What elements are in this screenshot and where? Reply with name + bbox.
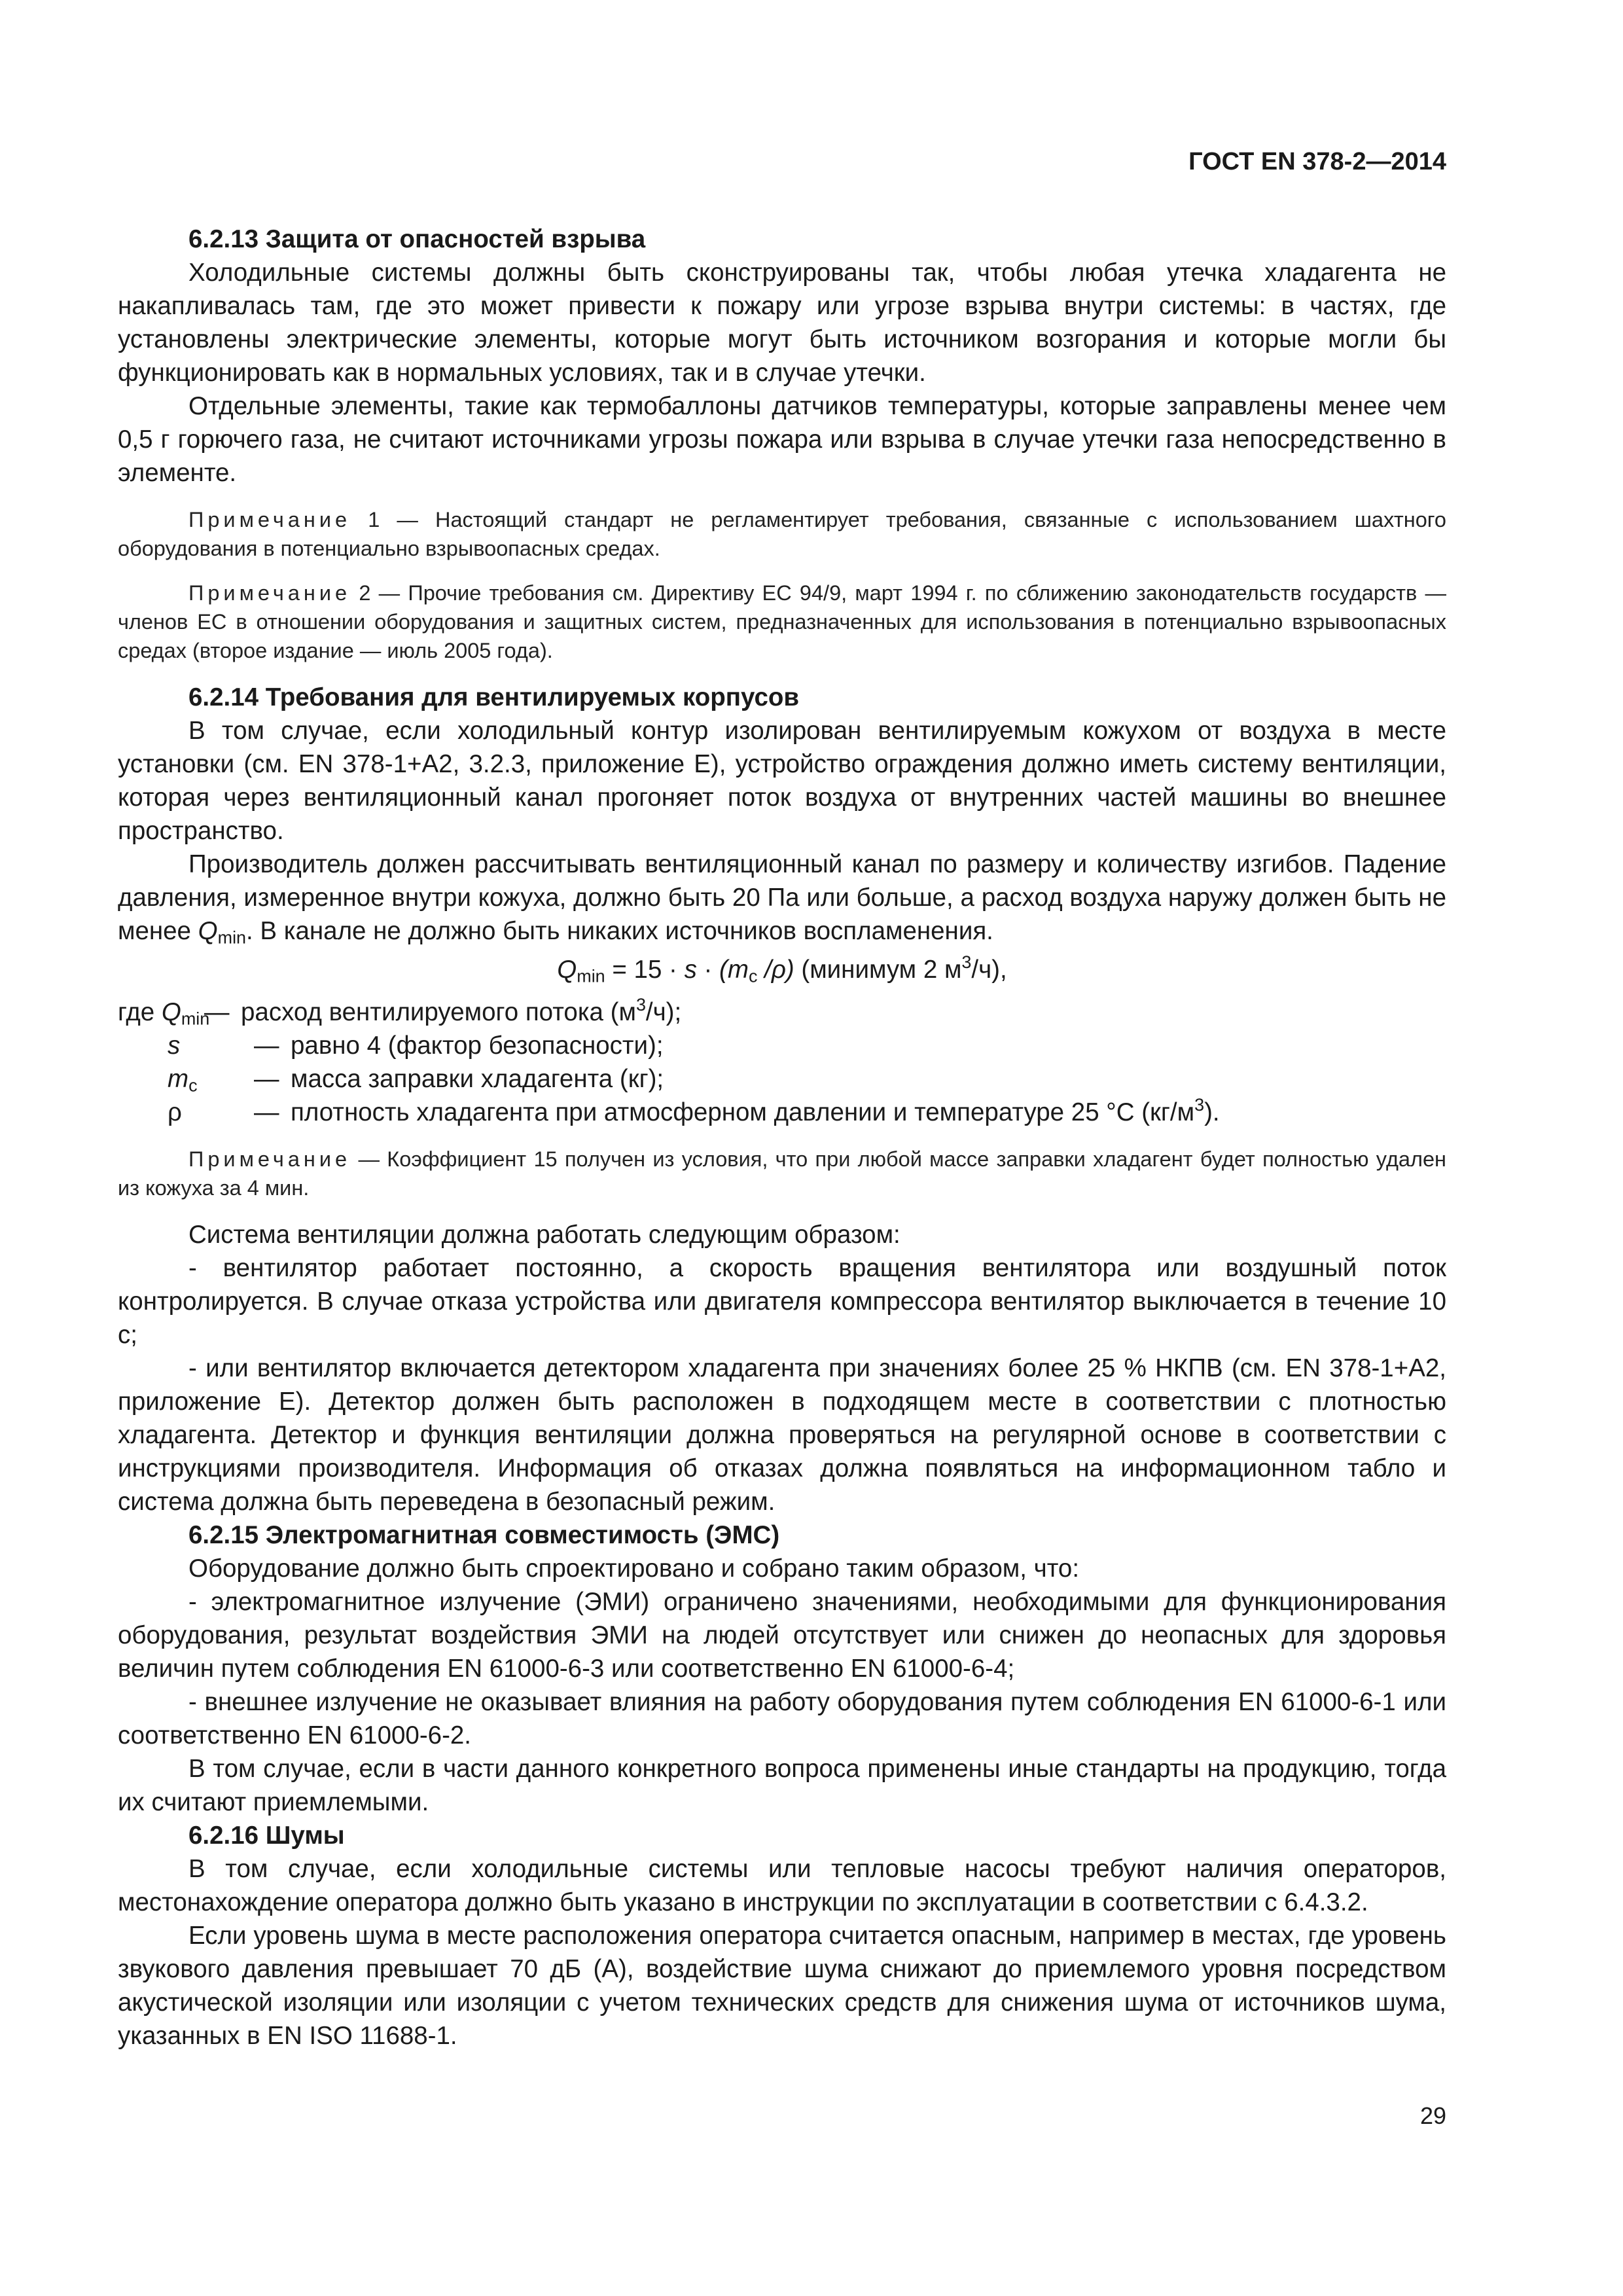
paragraph: Система вентиляции должна работать следующим образом: [188, 1221, 901, 1249]
superscript: 3 [961, 952, 972, 973]
legend-row [118, 1062, 1446, 1096]
legend-text: масса заправки хладагента (кг); [291, 1065, 664, 1093]
text-run: (минимум 2 м [794, 956, 962, 984]
legend-row [118, 1029, 1446, 1062]
document-id-header: ГОСТ EN 378-2—2014 [1188, 148, 1446, 175]
subscript: min [577, 966, 605, 986]
symbol-s: s [684, 956, 697, 984]
note-1 [118, 505, 1446, 563]
subscript: min [217, 927, 247, 948]
paragraph: Отдельные элементы, такие как термобаллоны датчиков температуры, которые заправлены менее чем 0,5 г горючего газа, не считают источниками угрозы пожара или взрыва в случае утечки газа непосредственно в элементе. [118, 392, 1446, 487]
note-text: — Коэффициент 15 получен из условия, что при любой массе заправки хладагент будет полностью удален из кожуха за 4 мин. [118, 1147, 1446, 1200]
legend-dash: — [204, 998, 230, 1026]
section-heading-6-2-13: 6.2.13 Защита от опасностей взрыва [188, 225, 646, 253]
paragraph: Холодильные системы должны быть сконструированы так, чтобы любая утечка хладагента не накапливалась там, где это может привести к пожару или угрозе взрыва внутри системы: в частях, где установлены электрические элементы, которые могут быть источником возгорания и которые могли бы функционировать как в нормальных условиях, так и в случае утечки. [118, 259, 1446, 387]
note-text: 2 — Прочие требования см. Директиву ЕС 94/9, март 1994 г. по сближению законодательств государств — членов ЕС в отношении оборудования и защитных систем, предназначенных для использования в потенциально взрывоопасных средах (второе издание — июль 2005 года). [118, 581, 1446, 662]
where-word: где [118, 998, 162, 1026]
section-heading-6-2-16: 6.2.16 Шумы [188, 1821, 345, 1850]
note-label: Примечание [188, 1147, 351, 1171]
symbol-q: Q [557, 956, 577, 984]
symbol-q: Q [198, 917, 218, 945]
symbol-rho: /ρ) [757, 956, 794, 984]
legend-symbol [118, 996, 210, 1029]
legend-dash: — [254, 1065, 279, 1093]
note-label: Примечание [188, 508, 351, 531]
note-2 [118, 579, 1446, 665]
superscript: 3 [635, 995, 646, 1015]
paragraph: Если уровень шума в месте расположения оператора считается опасным, например в местах, где уровень звукового давления превышает 70 дБ (А), воздействие шума снижают до приемлемого уровня посредством акустической изоляции или изоляции с учетом технических средств для снижения шума от источников шума, указанных в EN ISO 11688-1. [118, 1922, 1446, 2050]
subscript: min [181, 1009, 210, 1029]
legend-text: равно 4 (фактор безопасности); [291, 1031, 664, 1060]
symbol-rho: ρ [168, 1098, 182, 1126]
page-number: 29 [1419, 2102, 1446, 2129]
formula-qmin [118, 953, 1446, 986]
symbol-m: m [168, 1065, 189, 1093]
subscript: с [188, 1075, 198, 1096]
text-run: ). [1204, 1098, 1220, 1126]
text-run: /ч), [971, 956, 1007, 984]
note-label: Примечание [188, 581, 351, 605]
formula-legend [118, 996, 1446, 1129]
legend-text [291, 1096, 1446, 1129]
list-item: - внешнее излучение не оказывает влияния на работу оборудования путем соблюдения EN 61000-6-1 или соответственно EN 61000-6-2. [118, 1688, 1446, 1749]
text-run: расход вентилируемого потока (м [241, 998, 636, 1026]
text-run: . В канале не должно быть никаких источников воспламенения. [246, 917, 993, 945]
symbol-q: Q [161, 998, 181, 1026]
list-item: - электромагнитное излучение (ЭМИ) ограничено значениями, необходимыми для функционирования оборудования, результат воздействия ЭМИ на людей отсутствует или снижен до неопасных для здоровья величин путем соблюдения EN 61000-6-3 или соответственно EN 61000-6-4; [118, 1588, 1446, 1683]
text-run: Производитель должен рассчитывать вентиляционный канал по размеру и количеству изгибов. Падение давления, измеренное внутри кожуха, должно быть 20 Па или больше, а расход воздуха наружу должен быть не менее [118, 850, 1446, 945]
paragraph: В том случае, если в части данного конкретного вопроса применены иные стандарты на продукцию, тогда их считают приемлемыми. [118, 1755, 1446, 1816]
document-body [118, 223, 1446, 2053]
paragraph: В том случае, если холодильный контур изолирован вентилируемым кожухом от воздуха в месте установки (см. EN 378-1+A2, 3.2.3, приложение Е), устройство ограждения должно иметь систему вентиляции, которая через вентиляционный канал прогоняет поток воздуха от внутренних частей машины во внешнее пространство. [118, 717, 1446, 845]
section-heading-6-2-15: 6.2.15 Электромагнитная совместимость (ЭМС) [188, 1521, 780, 1549]
text-run: /ч); [645, 998, 682, 1026]
paragraph: В том случае, если холодильные системы или тепловые насосы требуют наличия операторов, местонахождение оператора должно быть указано в инструкции по эксплуатации в соответствии с 6.4.3.2. [118, 1855, 1446, 1916]
list-item: - или вентилятор включается детектором хладагента при значениях более 25 % НКПВ (см. EN 378-1+A2, приложение Е). Детектор должен быть расположен в подходящем месте в соответствии с плотностью хладагента. Детектор и функция вентиляции должна проверяться на регулярной основе в соответствии с инструкциями производителя. Информация об отказах должна появляться на информационном табло и система должна быть переведена в безопасный режим. [118, 1354, 1446, 1516]
text-run: = 15 · [605, 956, 685, 984]
legend-dash: — [254, 1098, 279, 1126]
legend-symbol [118, 1029, 254, 1062]
symbol-s: s [168, 1031, 181, 1060]
paragraph: Оборудование должно быть спроектировано и собрано таким образом, что: [188, 1554, 1080, 1583]
legend-row [118, 1096, 1446, 1129]
superscript: 3 [1194, 1095, 1205, 1115]
note-text: 1 — Настоящий стандарт не регламентирует требования, связанные с использованием шахтного оборудования в потенциально взрывоопасных средах. [118, 508, 1446, 560]
legend-symbol [118, 1096, 254, 1129]
list-item: - вентилятор работает постоянно, а скорость вращения вентилятора или воздушный поток контролируется. В случае отказа устройства или двигателя компрессора вентилятор выключается в течение 10 с; [118, 1254, 1446, 1349]
text-run: · [696, 956, 720, 984]
note [118, 1145, 1446, 1202]
paragraph [118, 848, 1446, 948]
legend-text [241, 996, 1446, 1029]
symbol-m: (m [719, 956, 749, 984]
subscript: c [748, 966, 758, 986]
text-run: плотность хладагента при атмосферном давлении и температуре 25 °С (кг/м [291, 1098, 1195, 1126]
legend-symbol [118, 1062, 254, 1096]
section-heading-6-2-14: 6.2.14 Требования для вентилируемых корпусов [188, 683, 800, 711]
legend-row [118, 996, 1446, 1029]
legend-dash: — [254, 1031, 279, 1060]
